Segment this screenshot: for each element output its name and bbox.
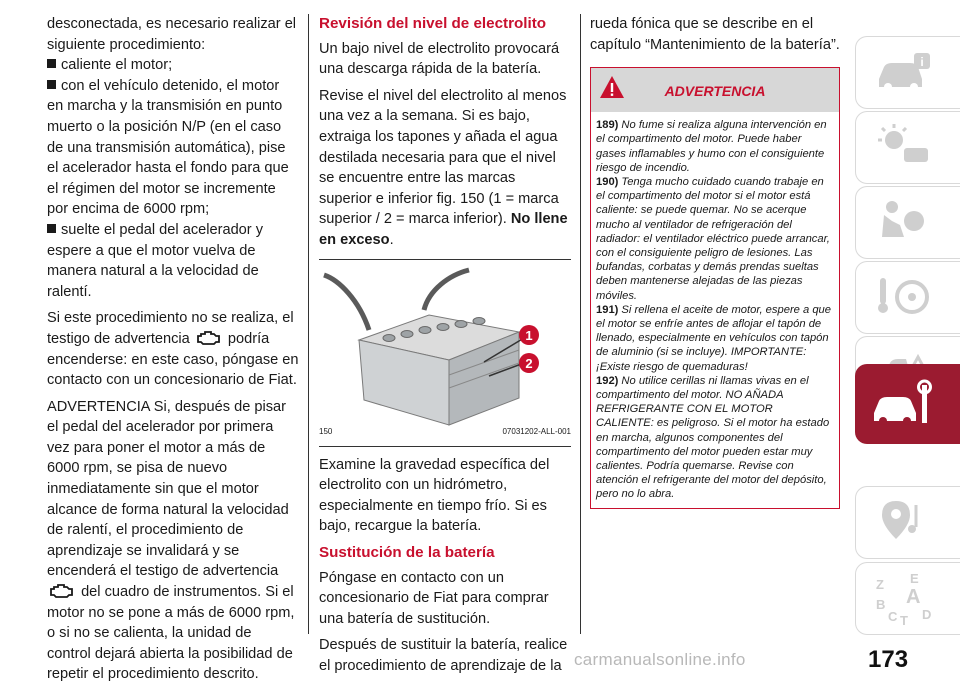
sidebar-tab-multimedia[interactable]: [855, 486, 960, 559]
warning-number: 192): [596, 374, 619, 387]
column-3: [590, 14, 840, 509]
callout-1: 1: [525, 327, 533, 343]
list-item: [47, 55, 299, 76]
steering-icon: [874, 272, 934, 322]
text-span: del cuadro de instrumentos. Si el motor no se pone a más de 6000 rpm, o si no se calienta, la unidad de control dejará abierta la posibilidad de repetir el procedimiento descrito.: [47, 584, 295, 683]
svg-text:E: E: [910, 571, 919, 586]
maintenance-icon: [870, 379, 940, 429]
list-item-text: con el vehículo detenido, el motor en marcha y la transmisión en punto muerto o la posición N/P (en el caso de una transmisión automática), pise el acelerador hasta el fondo para que el régimen del motor se incremente por encima de 6000 rpm;: [47, 77, 289, 218]
sidebar-tab-lights[interactable]: [855, 111, 960, 184]
text-span: podría encenderse: en este caso, póngase en contacto con un concesionario de Fiat.: [47, 330, 299, 389]
svg-text:i: i: [920, 55, 924, 69]
multimedia-icon: [874, 495, 934, 545]
text-span: Si este procedimiento no se realiza, el testigo de advertencia: [47, 310, 294, 347]
list-item: [47, 76, 299, 220]
warning-item-text: No utilice cerillas ni llamas vivas en el compartimento del motor. NO AÑADA REFRIGERANTE CON EL MOTOR CALIENTE: es peligroso. Si el motor ha estado en marcha, algunos componentes del compartimento del motor pueden estar muy calientes. Podría quemarse. Revise con atención el refrigerante del motor del depósito, pero no lo abra.: [596, 374, 830, 501]
warning-text: [591, 112, 839, 501]
warning-item-text: Tenga mucho cuidado cuando trabaje en el compartimento del motor si el motor está caliente: se puede quemar. No se acerque mucho al ventilador de refrigeración del radiador: el ventilador eléctrico puede arrancar, con el consiguiente peligro de lesiones. Las bufandas, corbatas y demás prendas sueltas deben mantenerse alejadas de las piezas móviles.: [596, 176, 830, 302]
callout-2: 2: [525, 355, 533, 371]
battery-figure: [319, 259, 571, 447]
warning-number: 190): [596, 176, 619, 188]
warning-number: 191): [596, 303, 619, 316]
paragraph: rueda fónica que se describe en el capítulo “Mantenimiento de la batería”.: [590, 16, 840, 53]
svg-text:Z: Z: [876, 577, 884, 592]
warning-item-text: Si rellena el aceite de motor, espere a que el motor se enfríe antes de aflojar el tapón de llenado, especialmente en vehículos con tapón de aluminio (si se incluye). IMPORTANTE: ¡Existe riesgo de quemaduras!: [596, 303, 831, 373]
bullet-list: [47, 55, 299, 302]
battery-illustration: [319, 260, 571, 428]
paragraph: [319, 86, 571, 251]
paragraph: Examine la gravedad específica del electrolito con un hidrómetro, especialmente en tiempo frío. Si es bajo, recargue la batería.: [319, 456, 550, 535]
warning-item: [596, 374, 833, 502]
sidebar-tab-maintenance[interactable]: [855, 364, 960, 444]
paragraph-warning-light: [47, 308, 299, 390]
text-span: .: [389, 231, 394, 248]
heading-electrolyte: Revisión del nivel de electrolito: [319, 15, 547, 32]
sidebar-tab-car-info[interactable]: [855, 36, 960, 109]
column-1: [47, 14, 299, 691]
watermark: carmanualsonline.info: [574, 650, 746, 669]
paragraph-intro: desconectada, es necesario realizar el siguiente procedimiento:: [47, 16, 297, 53]
svg-text:C: C: [888, 609, 898, 624]
text-span: Revise el nivel del electrolito al menos una vez a la semana. Si es bajo, extraiga los tapones y añada el agua destilada necesaria para que el nivel se encuentre entre las marcas superior e inferior fig. 150 (1 = marca superior / 2 = marca inferior).: [319, 87, 567, 228]
figure-code: 07031202-ALL-001: [502, 426, 571, 436]
airbag-seat-icon: [874, 197, 934, 247]
sidebar-tab-index[interactable]: [855, 562, 960, 635]
column-2: [319, 14, 571, 682]
car-info-icon: [874, 47, 934, 97]
paragraph: Un bajo nivel de electrolito provocará una descarga rápida de la batería.: [319, 40, 560, 78]
warning-item: [596, 175, 833, 303]
paragraph-advertencia: [47, 397, 299, 685]
warning-number: 189): [596, 119, 619, 132]
list-item-text: caliente el motor;: [61, 57, 173, 74]
svg-text:T: T: [900, 613, 908, 628]
bullet-icon: [47, 80, 56, 89]
sidebar-tab-airbag[interactable]: [855, 186, 960, 259]
lights-icon: [874, 122, 934, 172]
list-item-text: suelte el pedal del acelerador y espere a que el motor vuelva de manera natural a la velocidad de ralentí.: [47, 221, 264, 300]
page-number: 173: [868, 646, 909, 673]
figure-number: 150: [319, 426, 333, 436]
list-item: [47, 220, 299, 302]
column-separator-1: [308, 14, 309, 634]
svg-text:D: D: [922, 607, 932, 622]
warning-box: [590, 67, 840, 508]
warning-title: ADVERTENCIA: [664, 83, 766, 100]
text-span: ADVERTENCIA Si, después de pisar el pedal del acelerador por primera vez para poner el motor a más de 6000 rpm, se pisa de nuevo inmediatamente sin que el motor alcance de forma natural la velocidad de ralentí, el procedimiento de aprendizaje se invalidará y se encenderá el testigo de advertencia: [47, 398, 289, 580]
index-icon: [870, 569, 940, 629]
engine-warning-icon: [196, 330, 222, 346]
bullet-icon: [47, 59, 56, 68]
warning-header: [591, 68, 839, 112]
warning-item: [596, 118, 833, 175]
paragraph: Póngase en contacto con un concesionario de Fiat para comprar una batería de sustitución.: [319, 569, 549, 627]
bullet-icon: [47, 224, 56, 233]
engine-warning-icon: [49, 583, 75, 599]
svg-text:B: B: [876, 597, 886, 612]
sidebar-tab-steering[interactable]: [855, 261, 960, 334]
figure-caption: [319, 422, 571, 443]
paragraph: Después de sustituir la batería, realice el procedimiento de aprendizaje de la: [319, 637, 568, 674]
svg-text:A: A: [906, 586, 921, 608]
warning-item-text: No fume si realiza alguna intervención en el compartimento del motor. Puede haber gases inflamables y humo con el consiguiente riesgo de incendio.: [596, 119, 827, 174]
bold-text: No llene en exceso: [319, 211, 568, 248]
heading-battery-replacement: Sustitución de la batería: [319, 543, 495, 561]
warning-item: [596, 303, 833, 374]
column-separator-2: [580, 14, 581, 634]
